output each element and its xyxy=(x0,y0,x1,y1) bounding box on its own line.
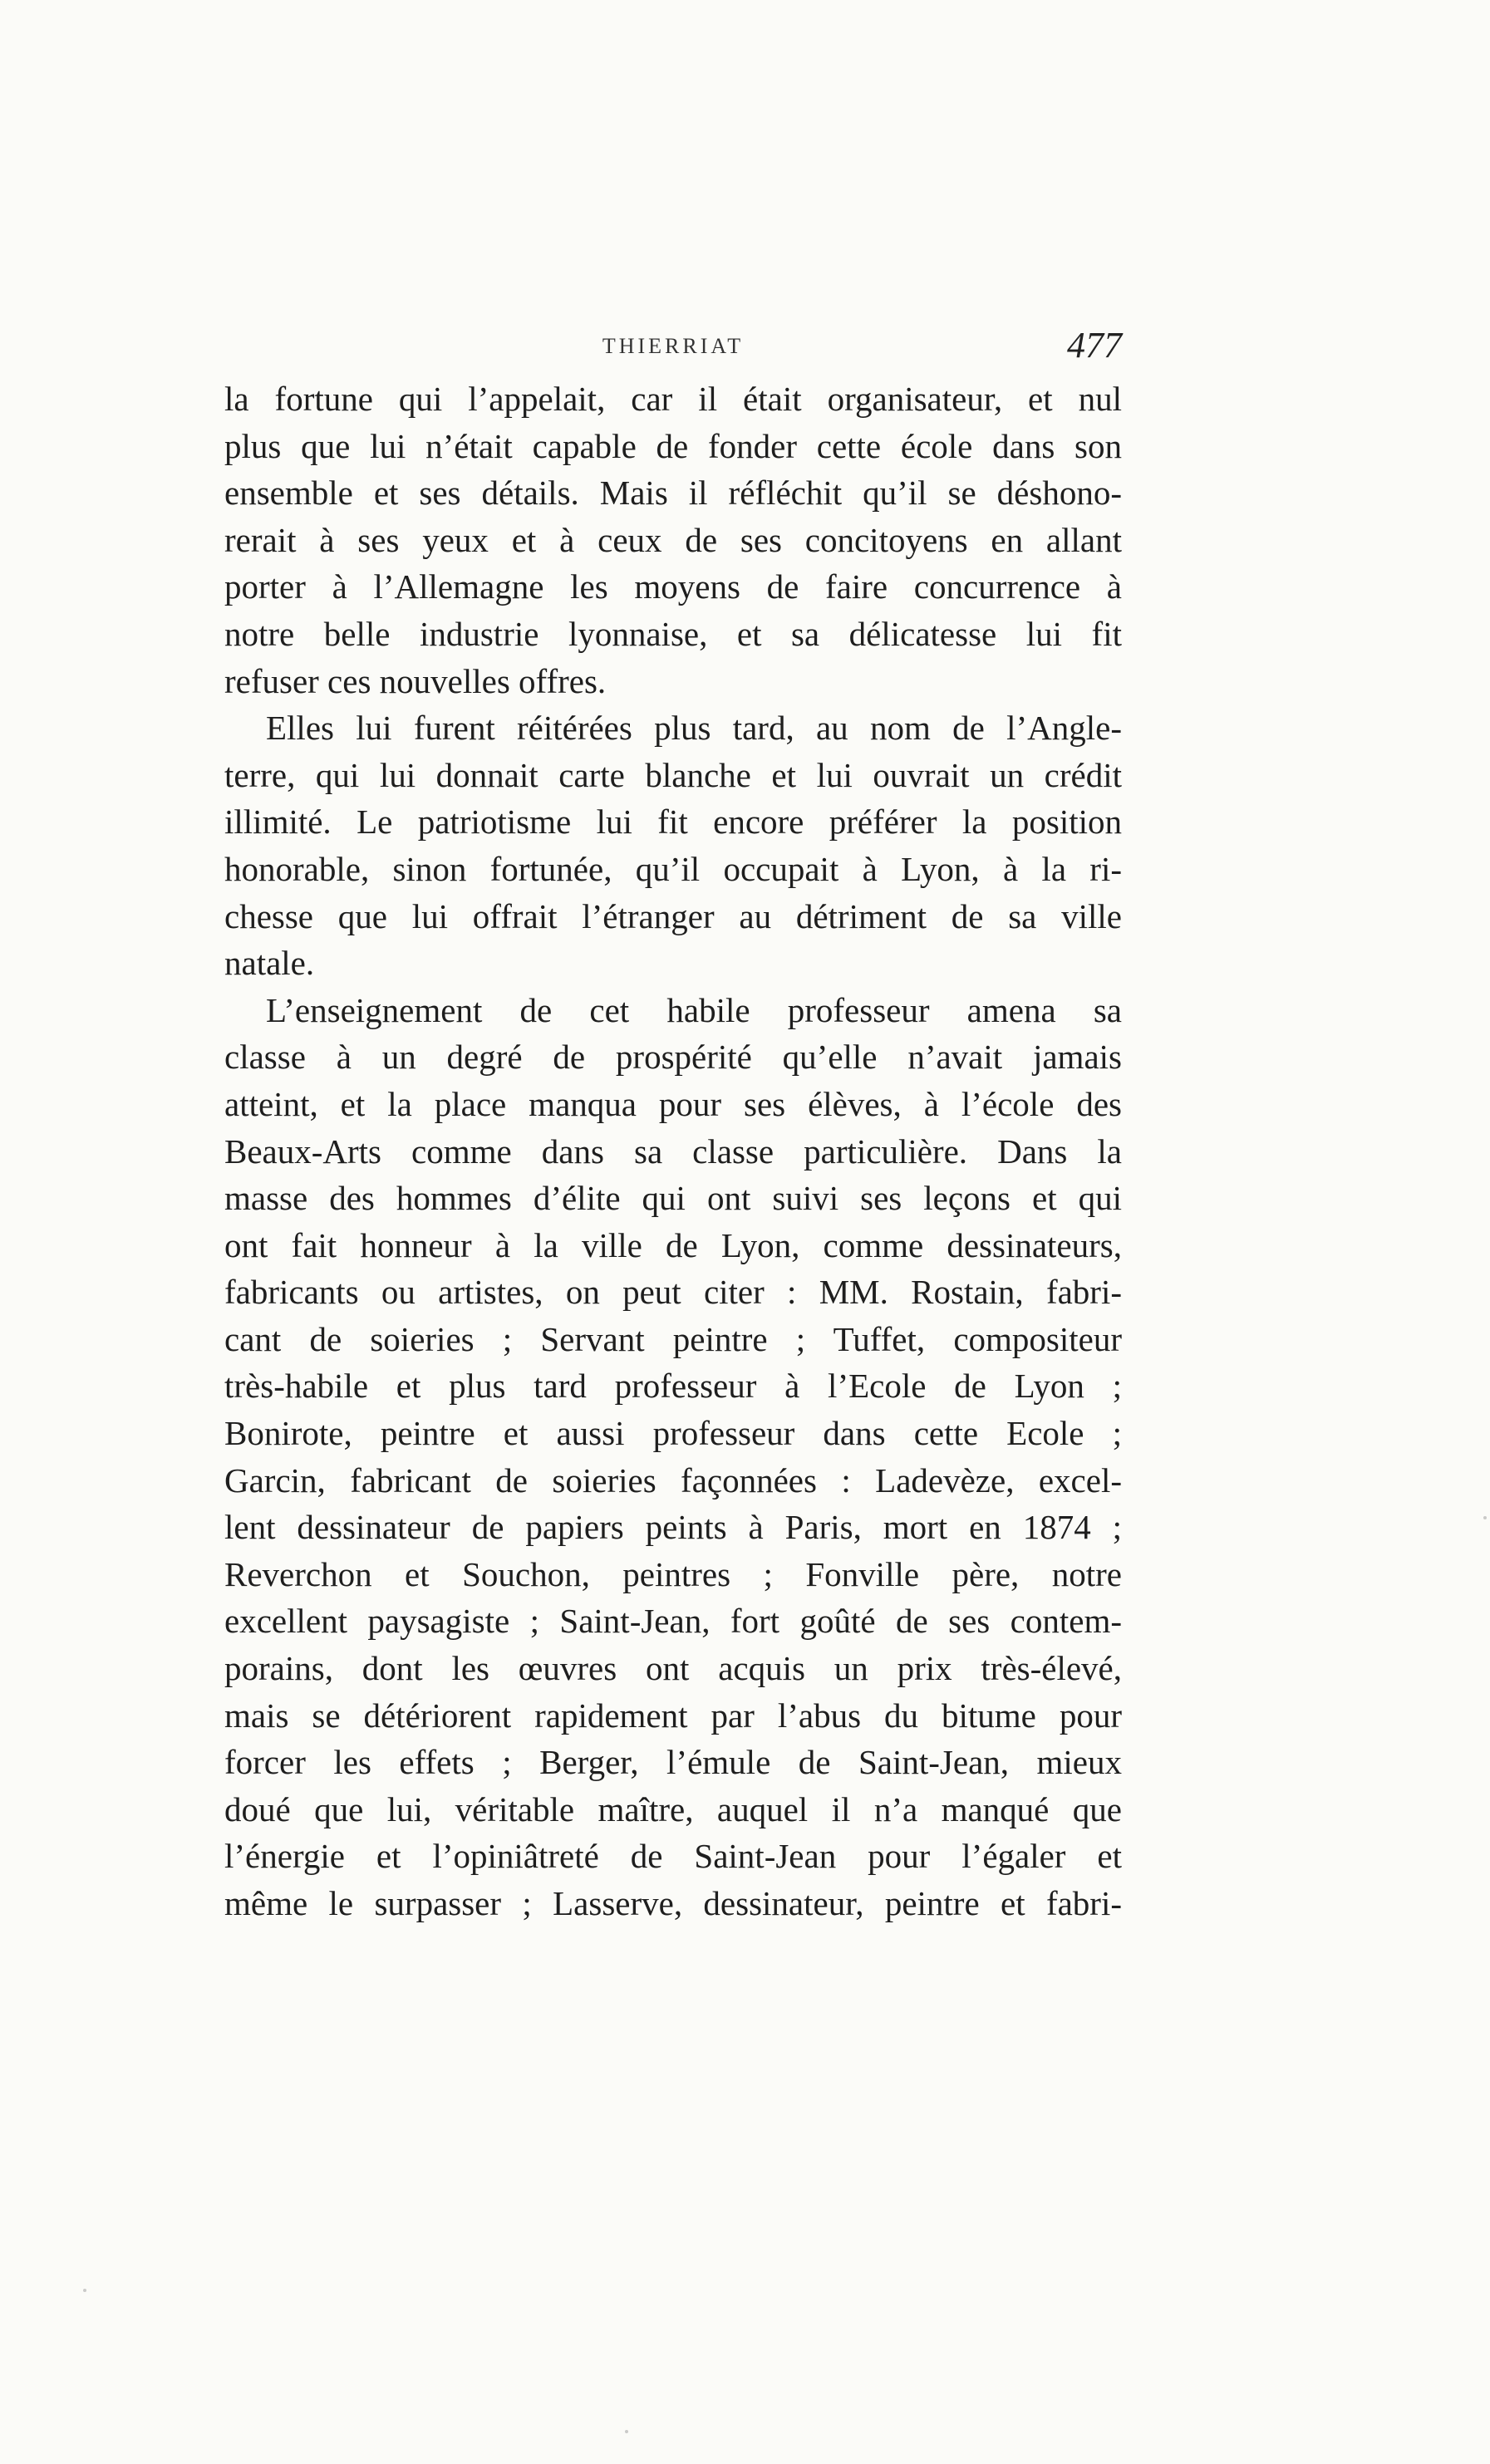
text-line: natale. xyxy=(224,944,315,983)
text-line: terre, qui lui donnait carte blanche et lui ouvrait un crédit xyxy=(224,755,1122,794)
scan-speck xyxy=(83,2289,86,2292)
text-line: rerait à ses yeux et à ceux de ses concitoyens en allant xyxy=(224,520,1122,559)
body-text xyxy=(224,375,1122,1927)
text-line: porains, dont les œuvres ont acquis un prix très-élevé, xyxy=(224,1649,1122,1688)
text-line: l’énergie et l’opiniâtreté de Saint-Jean pour l’égaler et xyxy=(224,1837,1122,1876)
text-line: masse des hommes d’élite qui ont suivi ses leçons et qui xyxy=(224,1179,1122,1218)
text-line: L’enseignement de cet habile professeur amena sa xyxy=(266,990,1122,1029)
text-line: la fortune qui l’appelait, car il était organisateur, et nul xyxy=(224,380,1122,418)
text-line: chesse que lui offrait l’étranger au détriment de sa ville xyxy=(224,896,1122,935)
text-line: ensemble et ses détails. Mais il réfléchit qu’il se déshono- xyxy=(224,474,1122,513)
text-line: Garcin, fabricant de soieries façonnées : Ladevèze, excel- xyxy=(224,1460,1122,1500)
text-line: refuser ces nouvelles offres. xyxy=(224,661,607,700)
text-line: plus que lui n’était capable de fonder cette école dans son xyxy=(224,426,1122,465)
text-line: atteint, et la place manqua pour ses élèves, à l’école des xyxy=(224,1084,1122,1123)
running-header xyxy=(224,324,1122,374)
text-line: même le surpasser ; Lasserve, dessinateur, peintre et fabri- xyxy=(224,1884,1122,1922)
text-line: excellent paysagiste ; Saint-Jean, fort goûté de ses contem- xyxy=(224,1602,1122,1641)
text-line: forcer les effets ; Berger, l’émule de Saint-Jean, mieux xyxy=(224,1743,1122,1782)
text-line: très-habile et plus tard professeur à l’Ecole de Lyon ; xyxy=(224,1367,1122,1406)
text-line: Elles lui furent réitérées plus tard, au nom de l’Angle- xyxy=(266,709,1122,748)
text-line: cant de soieries ; Servant peintre ; Tuffet, compositeur xyxy=(224,1319,1122,1358)
text-line: doué que lui, véritable maître, auquel il n’a manqué que xyxy=(224,1789,1122,1828)
page-number: 477 xyxy=(1067,325,1122,366)
scan-speck xyxy=(1483,1516,1487,1519)
text-line: notre belle industrie lyonnaise, et sa délicatesse lui fit xyxy=(224,614,1122,653)
text-line: ont fait honneur à la ville de Lyon, comme dessinateurs, xyxy=(224,1225,1122,1264)
text-line: fabricants ou artistes, on peut citer : MM. Rostain, fabri- xyxy=(224,1273,1122,1312)
running-title: THIERRIAT xyxy=(602,334,745,358)
text-line: lent dessinateur de papiers peints à Paris, mort en 1874 ; xyxy=(224,1508,1122,1547)
text-line: classe à un degré de prospérité qu’elle n’avait jamais xyxy=(224,1038,1122,1077)
text-line: honorable, sinon fortunée, qu’il occupait à Lyon, à la ri- xyxy=(224,849,1122,888)
scan-speck xyxy=(625,2430,628,2433)
text-line: Bonirote, peintre et aussi professeur dans cette Ecole ; xyxy=(224,1414,1122,1453)
text-line: Beaux-Arts comme dans sa classe particulière. Dans la xyxy=(224,1131,1122,1171)
text-line: illimité. Le patriotisme lui fit encore préférer la position xyxy=(224,803,1122,842)
text-line: porter à l’Allemagne les moyens de faire concurrence à xyxy=(224,567,1122,606)
text-line: mais se détériorent rapidement par l’abus du bitume pour xyxy=(224,1696,1122,1735)
text-line: Reverchon et Souchon, peintres ; Fonville père, notre xyxy=(224,1554,1122,1593)
